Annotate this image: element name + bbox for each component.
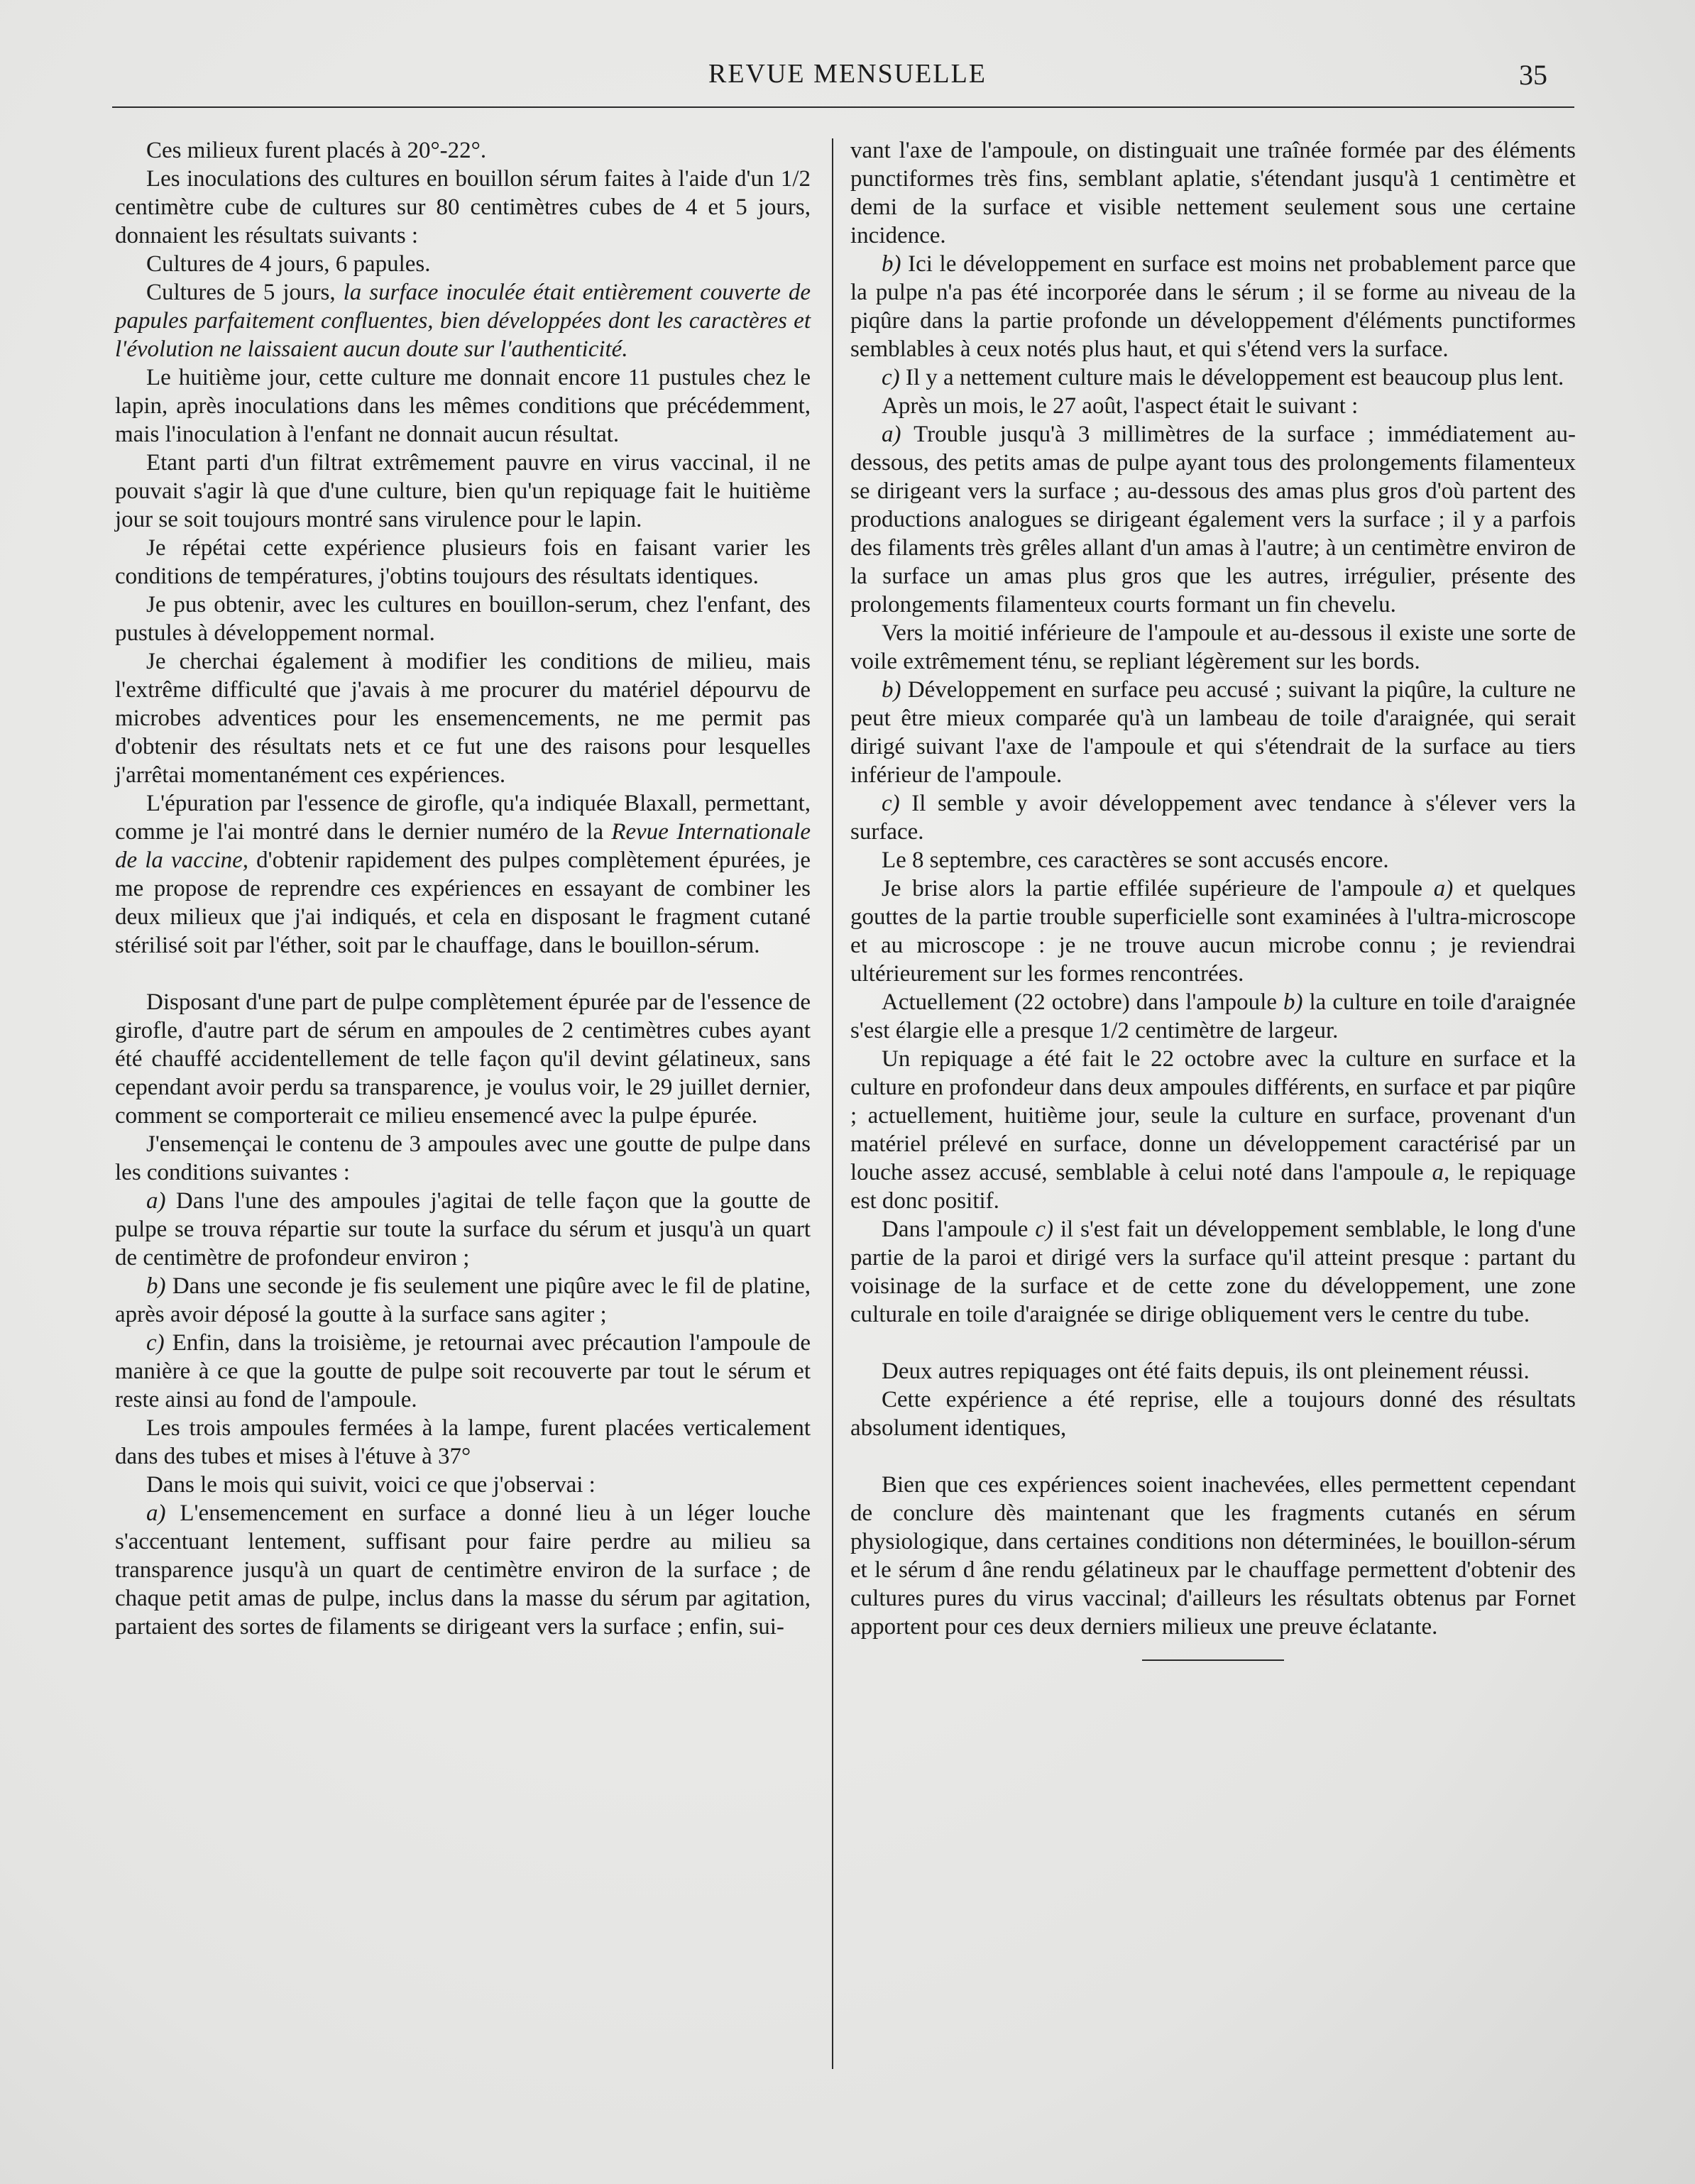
paragraph-text: d'obtenir rapidement des pulpes complètement épurées, je me propose de reprendre ces expériences en essayant de combiner les deux milieux que j'ai indiqués, et cela en disposant le fragment cutané stérilisé soit par l'éther, soit par le chauffage, dans le bouillon-sérum. [115,847,811,958]
paragraph-text: Dans une seconde je fis seulement une piqûre avec le fil de platine, après avoir déposé la goutte à la surface sans agiter ; [115,1273,811,1327]
right-column [850,136,1576,1661]
paragraph: Je cherchai également à modifier les conditions de milieu, mais l'extrême difficulté que j'avais à me procurer du matériel dépourvu de microbes adventices pour les ensemencements, ne me permit pas d'obtenir des résultats nets et ce fut une des raisons pour lesquelles j'arrêtai momentanément ces expériences. [115,649,811,788]
paragraph-text: Un repiquage a été fait le 22 octobre avec la culture en surface et la culture en profondeur dans deux ampoules différents, en surface et par piqûre ; actuellement, huitième jour, seule la culture en surface, provenant d'un matériel prélevé en surface, donne un développement caractérisé par un louche assez accusé, semblable à celui noté dans l'ampoule [850,1046,1576,1185]
paragraph-text: Cultures de 5 jours, [146,280,344,305]
list-marker: b) [146,1273,166,1299]
section-gap [850,1442,1576,1471]
left-column [115,136,811,1641]
italic-text: b) [1283,989,1303,1015]
paragraph-text: le repiquage est donc positif. [850,1160,1576,1214]
list-marker: a) [146,1188,166,1214]
paragraph-text: Trouble jusqu'à 3 millimètres de la surface ; immédiatement au-dessous, des petits amas de pulpe ayant tous des prolongements filamenteux se dirigeant vers la surface ; au-dessous des amas plus gros d'où partent des productions analogues se dirigeant également vers la surface ; il y a parfois des filaments très grêles allant d'un amas à l'autre; à un centimètre environ de la surface un amas plus gros que les autres, irrégulier, présente des prolongements filamenteux courts formant un fin chevelu. [850,422,1576,618]
paragraph: Cette expérience a été reprise, elle a toujours donné des résultats absolument identiques, [850,1387,1576,1441]
paragraph [115,1187,811,1272]
italic-text: la surface inoculée était entièrement couverte de papules parfaitement confluentes, bien développées dont les caractères et l'évolution ne laissaient aucun doute sur l'authenticité. [115,280,811,362]
page-number: 35 [1519,59,1547,91]
paragraph: Le 8 septembre, ces caractères se sont accusés encore. [882,847,1389,873]
paragraph [850,420,1576,619]
paragraph-text: L'ensemencement en surface a donné lieu à un léger louche s'accentuant lentement, suffisant pour faire perdre au milieu sa transparence jusqu'à un quart de centimètre environ de la surface ; de chaque petit amas de pulpe, inclus dans la masse du sérum par agitation, partaient des sortes de filaments se dirigeant vers la surface ; enfin, sui- [115,1500,811,1640]
paragraph: Je pus obtenir, avec les cultures en bouillon-serum, chez l'enfant, des pustules à développement normal. [115,592,811,646]
list-marker: c) [146,1330,165,1356]
paragraph-text: Dans l'une des ampoules j'agitai de telle façon que la goutte de pulpe se trouva répartie sur toute la surface du sérum et jusqu'à un quart de centimètre de profondeur environ ; [115,1188,811,1271]
italic-text: a) [1433,876,1454,901]
section-gap [850,1329,1576,1357]
paragraph: Vers la moitié inférieure de l'ampoule et au-dessous il existe une sorte de voile extrêmement ténu, se repliant légèrement sur les bords. [850,620,1576,674]
italic-text: a, [1432,1160,1450,1185]
paragraph: Les inoculations des cultures en bouillon sérum faites à l'aide d'un 1/2 centimètre cube de cultures sur 80 centimètres cubes de 4 et 5 jours, donnaient les résultats suivants : [115,166,811,248]
paragraph [115,789,811,960]
paragraph [850,789,1576,846]
paragraph: Ces milieux furent placés à 20°-22°. [146,138,487,163]
paragraph [850,874,1576,988]
paragraph [115,278,811,363]
column-divider [832,138,833,2069]
italic-text: c) [1035,1217,1053,1242]
paragraph: Deux autres repiquages ont été faits depuis, ils ont pleinement réussi. [882,1359,1530,1384]
italic-text: Revue Internationale de la vaccine, [115,819,811,873]
paragraph-text: et quelques gouttes de la partie trouble superficielle sont examinées à l'ultra-microscope et au microscope : je ne trouve aucun microbe connu ; je reviendrai ultérieurement sur les formes rencontrées. [850,876,1576,987]
section-gap [115,960,811,988]
paragraph-text: Enfin, dans la troisième, je retournai avec précaution l'ampoule de manière à ce que la goutte de pulpe soit recouverte par tout le sérum et reste ainsi au fond de l'ampoule. [115,1330,811,1412]
paragraph: Après un mois, le 27 août, l'aspect était le suivant : [882,393,1359,419]
paragraph [850,1045,1576,1215]
paragraph: Cultures de 4 jours, 6 papules. [146,251,431,277]
list-marker: a) [146,1500,166,1526]
paragraph [115,1329,811,1414]
paragraph [850,1215,1576,1329]
paragraph-text: Il y a nettement culture mais le développement est beaucoup plus lent. [899,365,1564,390]
paragraph-text: la culture en toile d'araignée s'est élargie elle a presque 1/2 centimètre de largeur. [850,989,1576,1043]
paragraph: Le huitième jour, cette culture me donnait encore 11 pustules chez le lapin, après inoculations dans les mêmes conditions que précédemment, mais l'inoculation à l'enfant ne donnait aucun résultat. [115,365,811,447]
paragraph-text: Actuellement (22 octobre) dans l'ampoule [882,989,1283,1015]
list-marker: b) [882,677,901,703]
list-marker: b) [882,251,901,277]
paragraph-text: Développement en surface peu accusé ; suivant la piqûre, la culture ne peut être mieux comparée qu'à un lambeau de toile d'araignée, qui serait dirigé suivant l'axe de l'ampoule et qui s'étendrait de la surface au tiers inférieur de l'ampoule. [850,677,1576,788]
header-rule [112,106,1574,108]
paragraph-text: Je brise alors la partie effilée supérieure de l'ampoule [882,876,1434,901]
paragraph-text: Il semble y avoir développement avec tendance à s'élever vers la surface. [850,791,1576,845]
running-header-title: REVUE MENSUELLE [708,59,987,89]
paragraph [850,988,1576,1045]
end-of-article-rule [1142,1659,1284,1661]
list-marker: a) [882,422,901,447]
list-marker: c) [882,365,900,390]
paragraph: Etant parti d'un filtrat extrêmement pauvre en virus vaccinal, il ne pouvait s'agir là que d'une culture, bien qu'un repiquage fait le huitième jour se soit toujours montré sans virulence pour le lapin. [115,450,811,532]
paragraph [850,676,1576,789]
paragraph: Dans le mois qui suivit, voici ce que j'observai : [146,1472,596,1498]
paragraph [115,1272,811,1329]
paragraph: vant l'axe de l'ampoule, on distinguait une traînée formée par des éléments punctiformes très fins, semblant aplatie, s'étendant jusqu'à 1 centimètre et demi de la surface et visible nettement seulement sous une certaine incidence. [850,138,1576,248]
paragraph: J'ensemençai le contenu de 3 ampoules avec une goutte de pulpe dans les conditions suivantes : [115,1131,811,1185]
paragraph [850,250,1576,363]
paragraph: Disposant d'une part de pulpe complètement épurée par de l'essence de girofle, d'autre part de sérum en ampoules de 2 centimètres cubes ayant été chauffé accidentellement de telle façon qu'il devint gélatineux, sans cependant avoir perdu sa transparence, je voulus voir, le 29 juillet dernier, comment se comporterait ce milieu ensemencé avec la pulpe épurée. [115,989,811,1129]
paragraph: Bien que ces expériences soient inachevées, elles permettent cependant de conclure dès maintenant que les fragments cutanés en sérum physiologique, dans certaines conditions non déterminées, le bouillon-sérum et le sérum d âne rendu gélatineux par le chauffage permettent d'obtenir des cultures pures du virus vaccinal; d'ailleurs les résultats obtenus par Fornet apportent pour ces deux derniers milieux une preuve éclatante. [850,1472,1576,1640]
paragraph [850,363,1576,392]
paragraph-text: L'épuration par l'essence de girofle, qu'a indiquée Blaxall, permettant, comme je l'ai montré dans le dernier numéro de la [115,791,811,845]
paragraph-text: Dans l'ampoule [882,1217,1036,1242]
paragraph-text: il s'est fait un développement semblable, le long d'une partie de la paroi et dirigé vers la surface qu'il atteint presque : partant du voisinage de la surface et de cette zone du développement, une zone culturale en toile d'araignée se dirige obliquement vers le centre du tube. [850,1217,1576,1327]
paragraph: Les trois ampoules fermées à la lampe, furent placées verticalement dans des tubes et mises à l'étuve à 37° [115,1415,811,1469]
paragraph [115,1499,811,1641]
list-marker: c) [882,791,900,816]
paragraph: Je répétai cette expérience plusieurs fois en faisant varier les conditions de températures, j'obtins toujours des résultats identiques. [115,535,811,589]
paragraph-text: Ici le développement en surface est moins net probablement parce que la pulpe n'a pas été incorporée dans le sérum ; il se forme au niveau de la piqûre dans la partie profonde un développement d'éléments punctiformes semblables à ceux notés plus haut, et qui s'étend vers la surface. [850,251,1576,362]
